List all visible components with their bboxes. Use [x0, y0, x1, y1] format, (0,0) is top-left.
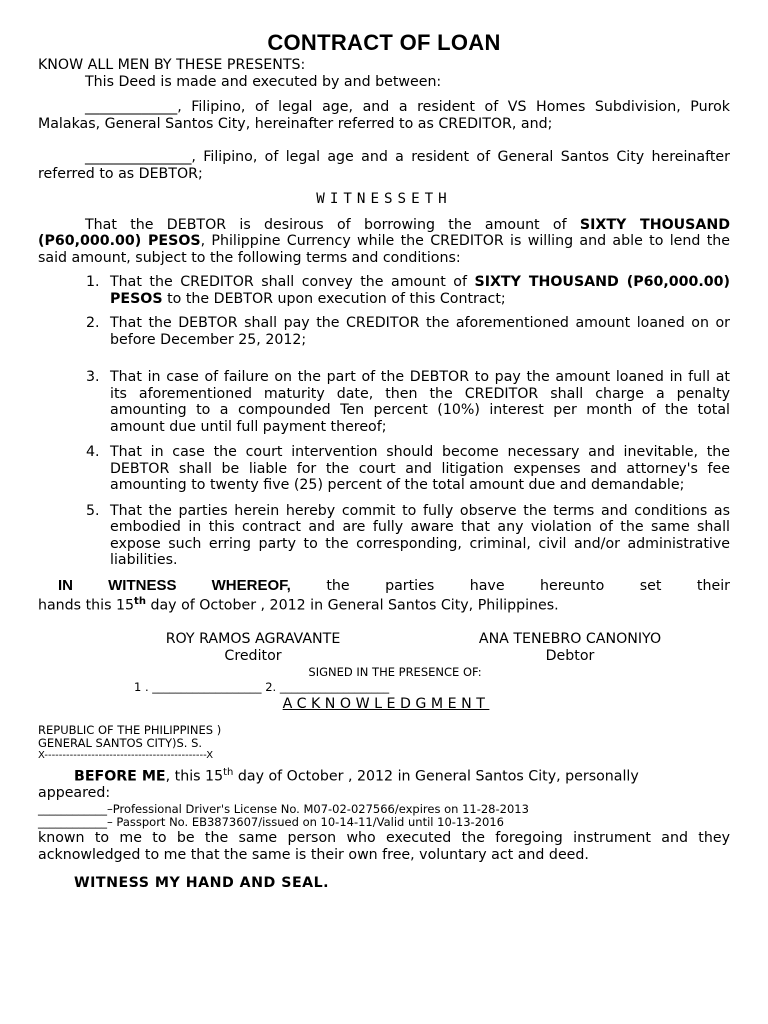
document-title: CONTRACT OF LOAN	[267, 30, 501, 55]
witness-lines: 1 . ___________________ 2. ___________________	[134, 680, 390, 695]
debtor-name: ANA TENEBRO CANONIYO	[478, 631, 662, 648]
in-witness-date-pre: hands this 15	[38, 597, 135, 614]
contract-document	[38, 30, 730, 892]
in-witness-line2	[38, 594, 730, 614]
term-text-post: to the DEBTOR upon execution of this Contract;	[162, 290, 506, 307]
debtor-signature	[438, 631, 702, 664]
acknowledgment-heading: ACKNOWLEDGMENT	[282, 696, 490, 713]
term-item	[38, 503, 730, 569]
debtor-role: Debtor	[545, 647, 595, 664]
term-item	[38, 315, 730, 348]
venue-line-2: GENERAL SANTOS CITY)S. S.	[38, 735, 203, 750]
in-witness-line1	[38, 578, 730, 595]
term-amount: SIXTY THOUSAND (P60,000.00) PESOS	[110, 274, 730, 307]
before-me-lead: BEFORE ME	[74, 768, 166, 785]
term-number: 4.	[86, 444, 100, 460]
in-witness-lead: IN WITNESS WHEREOF,	[58, 576, 291, 594]
term-text: That in case of failure on the part of the DEBTOR to pay the amount loaned in full at its aforementioned maturity date, then the CREDITOR shall charge a penalty amounting to a compounded Ten percent (10%) interest per month of the total amount due until full payment thereof;	[110, 369, 730, 435]
term-text: That the parties herein hereby commit to fully observe the terms and conditions as embodied in this contract and are fully aware that any violation of the same shall expose such erring party to the corresponding, criminal, civil and/or administrative liabilities.	[110, 502, 730, 568]
in-witness-date-post: day of October , 2012 in General Santos City, Philippines.	[145, 597, 559, 614]
term-number: 5.	[86, 502, 100, 519]
creditor-name: ROY RAMOS AGRAVANTE	[165, 631, 341, 648]
recital-text-2: , Philippine Currency while the CREDITOR is willing and able to lend the said amount, subject to the following terms and conditions:	[38, 233, 730, 266]
appeared-line: appeared:	[38, 784, 111, 801]
term-number: 2.	[86, 315, 100, 331]
id-line-2: ____________– Passport No. EB3873607/issued on 10-14-11/Valid until 10-13-2016	[38, 815, 504, 830]
terms-list	[38, 274, 730, 569]
term-text: That the DEBTOR shall pay the CREDITOR the aforementioned amount loaned on or before December 25, 2012;	[110, 315, 730, 348]
in-witness-sup: th	[134, 596, 146, 607]
venue-line-1: REPUBLIC OF THE PHILIPPINES )	[38, 722, 222, 737]
witnesseth-heading: WITNESSETH	[316, 191, 452, 207]
creditor-paragraph: _____________, Filipino, of legal age, and a resident of VS Homes Subdivision, Purok Malakas, General Santos City, hereinafter referred to as CREDITOR, and;	[38, 99, 730, 132]
term-item	[38, 444, 730, 494]
presence-heading: SIGNED IN THE PRESENCE OF:	[308, 665, 482, 680]
in-witness-rest: the parties have hereunto set their	[326, 577, 730, 594]
before-me-sup: th	[223, 766, 234, 778]
term-text: That in case the court intervention should become necessary and inevitable, the DEBTOR shall be liable for the court and litigation expenses and attorney's fee amounting to twenty five (25) percent of the total amount due and demandable;	[110, 444, 730, 493]
known-paragraph: known to me to be the same person who executed the foregoing instrument and they acknowledged to me that the same is their own free, voluntary act and deed.	[38, 830, 730, 863]
before-me-pre: , this 15	[165, 768, 224, 785]
recital-paragraph	[38, 217, 730, 267]
recital-amount: SIXTY THOUSAND (P60,000.00) PESOS	[38, 216, 731, 249]
signatories	[38, 631, 730, 665]
creditor-role: Creditor	[224, 647, 282, 664]
term-item	[38, 274, 730, 307]
before-me-line	[38, 765, 730, 785]
term-number: 1.	[86, 274, 100, 290]
intro-deed-line: This Deed is made and executed by and between:	[85, 73, 442, 90]
before-me-post: day of October , 2012 in General Santos City, personally	[233, 768, 639, 785]
term-text: That the CREDITOR shall convey the amount of	[110, 274, 475, 290]
term-item	[38, 369, 730, 435]
debtor-paragraph: _______________, Filipino, of legal age and a resident of General Santos City hereinafter referred to as DEBTOR;	[38, 149, 730, 182]
recital-text-1: That the DEBTOR is desirous of borrowing the amount of	[85, 216, 580, 233]
creditor-signature	[130, 631, 376, 664]
venue-line-3: X---------------------------------------------X	[38, 749, 214, 761]
witness-hand-seal: WITNESS MY HAND AND SEAL.	[74, 875, 330, 892]
intro-line: KNOW ALL MEN BY THESE PRESENTS:	[38, 57, 306, 73]
id-line-1: ____________–Professional Driver's License No. M07-02-027566/expires on 11-28-2013	[38, 802, 529, 817]
term-number: 3.	[86, 369, 100, 385]
